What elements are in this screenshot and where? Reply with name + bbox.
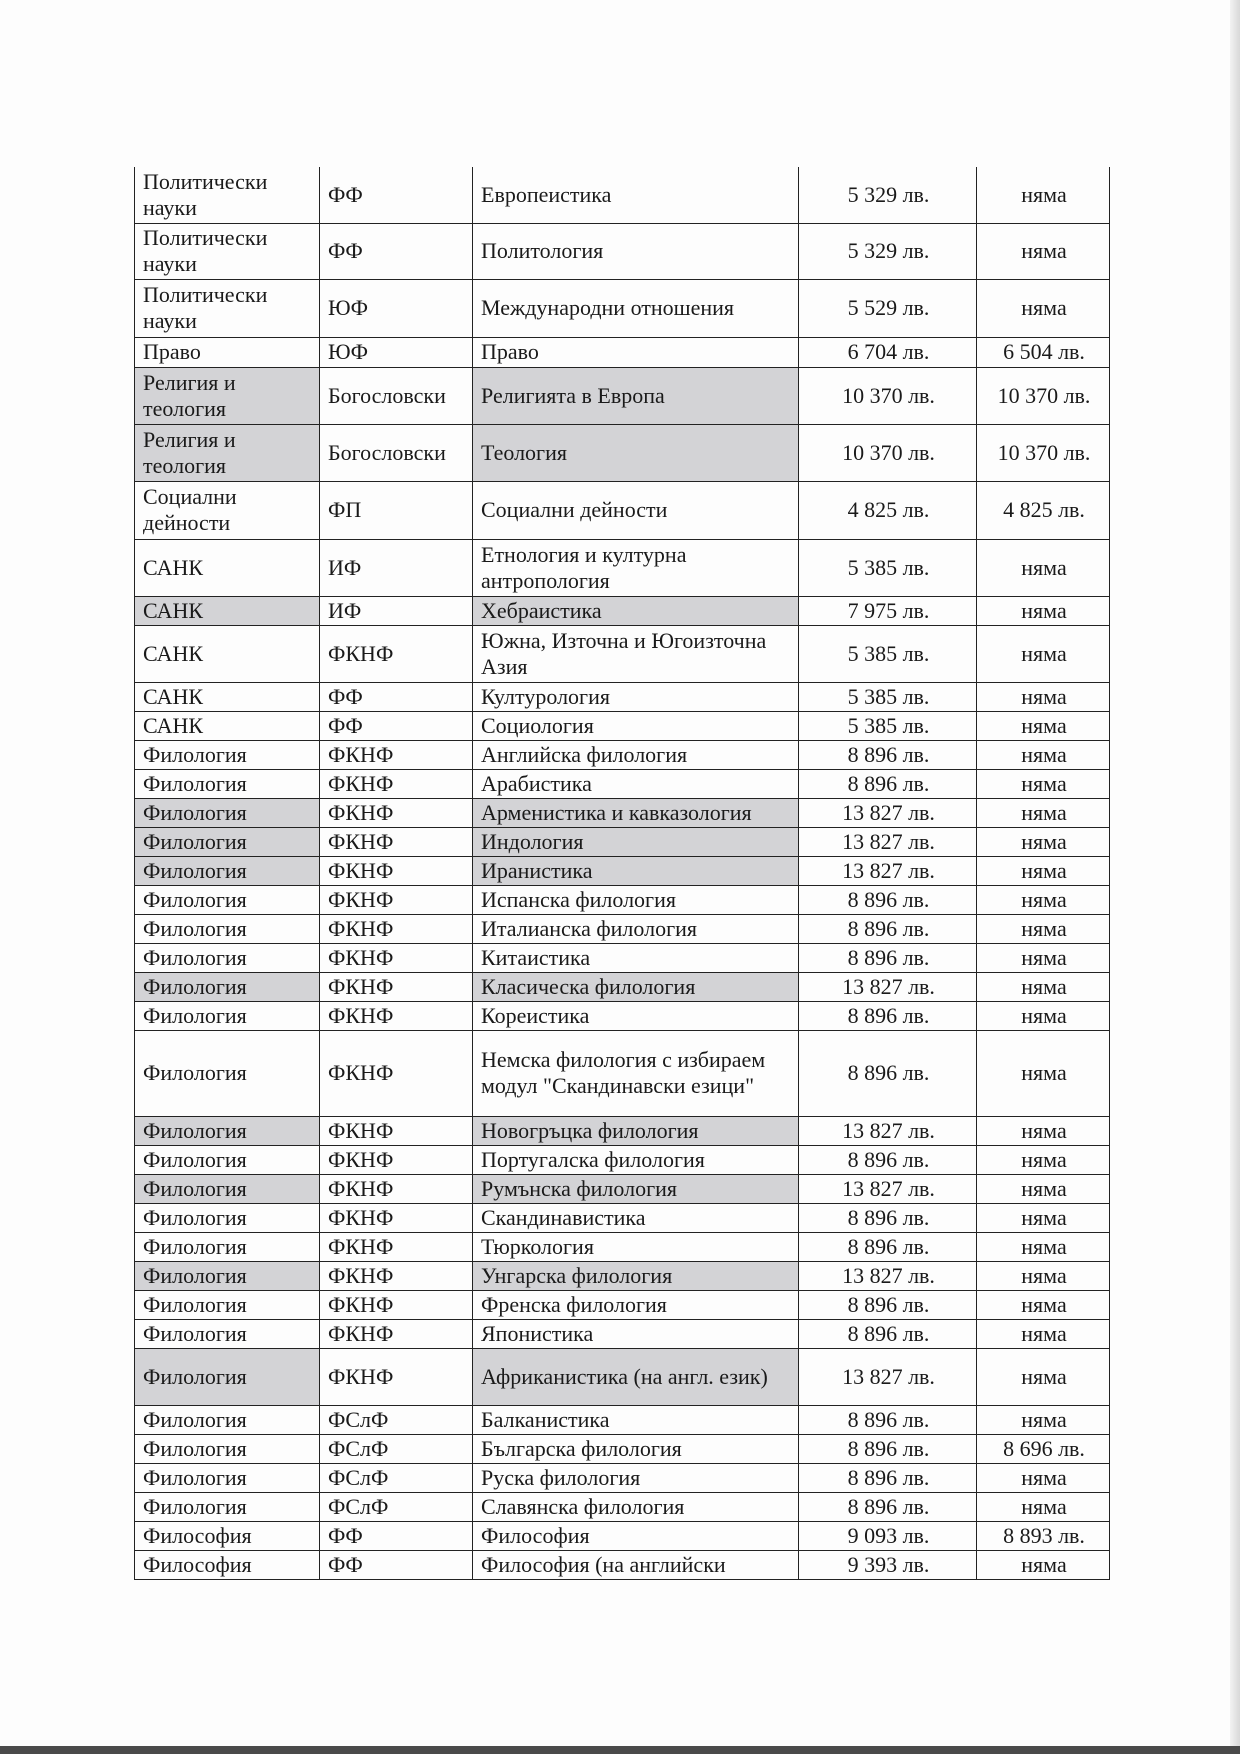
table-row — [135, 1550, 1110, 1579]
table-row — [135, 972, 1110, 1001]
cell-fee: 13 827 лв. — [799, 856, 977, 885]
cell-fee-second: няма — [977, 1550, 1110, 1579]
cell-faculty: Богословски — [320, 367, 473, 424]
table-row — [135, 279, 1110, 337]
cell-faculty: ФСлФ — [320, 1492, 473, 1521]
cell-fee-second: няма — [977, 1145, 1110, 1174]
table-row — [135, 539, 1110, 596]
cell-fee-second: няма — [977, 596, 1110, 625]
table-row — [135, 625, 1110, 682]
cell-program: Право — [473, 337, 799, 367]
table-row — [135, 1116, 1110, 1145]
cell-faculty: ФП — [320, 481, 473, 539]
table-row — [135, 337, 1110, 367]
cell-fee: 9 393 лв. — [799, 1550, 977, 1579]
cell-area: Филология — [135, 740, 320, 769]
cell-faculty: ФКНФ — [320, 1261, 473, 1290]
table-row — [135, 856, 1110, 885]
cell-fee-second: няма — [977, 539, 1110, 596]
cell-fee: 8 896 лв. — [799, 943, 977, 972]
cell-program: Хебраистика — [473, 596, 799, 625]
cell-faculty: ЮФ — [320, 337, 473, 367]
cell-area: Филология — [135, 1001, 320, 1030]
table-row — [135, 1405, 1110, 1434]
cell-area: Филология — [135, 1348, 320, 1405]
cell-faculty: ФФ — [320, 167, 473, 223]
cell-program: Румънска филология — [473, 1174, 799, 1203]
cell-fee-second: няма — [977, 1030, 1110, 1116]
cell-area: САНК — [135, 682, 320, 711]
cell-area: Филология — [135, 827, 320, 856]
cell-fee: 4 825 лв. — [799, 481, 977, 539]
cell-program: Арабистика — [473, 769, 799, 798]
cell-fee-second: няма — [977, 943, 1110, 972]
table-row — [135, 1290, 1110, 1319]
cell-fee-second: няма — [977, 1261, 1110, 1290]
cell-area: САНК — [135, 596, 320, 625]
cell-area: Политически науки — [135, 167, 320, 223]
cell-fee-second: няма — [977, 682, 1110, 711]
cell-area: Филология — [135, 1434, 320, 1463]
table-row — [135, 798, 1110, 827]
table-row — [135, 914, 1110, 943]
cell-faculty: ФКНФ — [320, 1232, 473, 1261]
cell-program: Френска филология — [473, 1290, 799, 1319]
cell-area: Филология — [135, 769, 320, 798]
cell-area: Право — [135, 337, 320, 367]
table-row — [135, 827, 1110, 856]
cell-fee-second: 8 696 лв. — [977, 1434, 1110, 1463]
cell-fee-second: няма — [977, 1492, 1110, 1521]
cell-fee: 8 896 лв. — [799, 1001, 977, 1030]
cell-faculty: ФСлФ — [320, 1405, 473, 1434]
cell-program: Международни отношения — [473, 279, 799, 337]
cell-program: Теология — [473, 424, 799, 481]
cell-faculty: ФКНФ — [320, 1319, 473, 1348]
table-row — [135, 1521, 1110, 1550]
cell-fee: 8 896 лв. — [799, 1203, 977, 1232]
cell-fee-second: няма — [977, 1001, 1110, 1030]
cell-area: САНК — [135, 625, 320, 682]
cell-fee-second: няма — [977, 1116, 1110, 1145]
cell-area: Филология — [135, 1405, 320, 1434]
cell-fee-second: няма — [977, 1405, 1110, 1434]
cell-area: Социални дейности — [135, 481, 320, 539]
cell-fee: 8 896 лв. — [799, 1405, 977, 1434]
cell-fee-second: няма — [977, 223, 1110, 279]
cell-faculty: ЮФ — [320, 279, 473, 337]
cell-program: Новогръцка филология — [473, 1116, 799, 1145]
cell-program: Балканистика — [473, 1405, 799, 1434]
cell-program: Кореистика — [473, 1001, 799, 1030]
cell-faculty: ФКНФ — [320, 1001, 473, 1030]
cell-program: Социология — [473, 711, 799, 740]
cell-fee: 8 896 лв. — [799, 1319, 977, 1348]
cell-area: Филология — [135, 1203, 320, 1232]
cell-area: Филология — [135, 1261, 320, 1290]
cell-fee-second: няма — [977, 914, 1110, 943]
table-row — [135, 1319, 1110, 1348]
cell-program: Унгарска филология — [473, 1261, 799, 1290]
cell-area: Религия и теология — [135, 424, 320, 481]
cell-fee: 13 827 лв. — [799, 1116, 977, 1145]
cell-program: Арменистика и кавказология — [473, 798, 799, 827]
table-row — [135, 769, 1110, 798]
cell-fee-second: няма — [977, 1463, 1110, 1492]
cell-program: Китаистика — [473, 943, 799, 972]
cell-faculty: ИФ — [320, 596, 473, 625]
cell-faculty: ФКНФ — [320, 1145, 473, 1174]
table-row — [135, 1463, 1110, 1492]
cell-fee: 10 370 лв. — [799, 367, 977, 424]
table-body — [135, 167, 1110, 1579]
cell-program: Италианска филология — [473, 914, 799, 943]
cell-area: Религия и теология — [135, 367, 320, 424]
cell-fee: 8 896 лв. — [799, 1463, 977, 1492]
cell-fee-second: 10 370 лв. — [977, 424, 1110, 481]
cell-fee: 8 896 лв. — [799, 1030, 977, 1116]
cell-faculty: ФКНФ — [320, 798, 473, 827]
page-edge — [1230, 0, 1240, 1754]
table-row — [135, 1203, 1110, 1232]
cell-area: Филология — [135, 972, 320, 1001]
table-row — [135, 943, 1110, 972]
table-row — [135, 1001, 1110, 1030]
cell-area: Филология — [135, 1030, 320, 1116]
table-row — [135, 740, 1110, 769]
cell-faculty: ФКНФ — [320, 769, 473, 798]
cell-fee-second: няма — [977, 1203, 1110, 1232]
table-row — [135, 1030, 1110, 1116]
cell-fee-second: 10 370 лв. — [977, 367, 1110, 424]
cell-program: Класическа филология — [473, 972, 799, 1001]
cell-fee: 5 329 лв. — [799, 167, 977, 223]
cell-area: САНК — [135, 711, 320, 740]
cell-area: Филология — [135, 1290, 320, 1319]
cell-program: Културология — [473, 682, 799, 711]
cell-program: Етнология и културна антропология — [473, 539, 799, 596]
cell-program: Религията в Европа — [473, 367, 799, 424]
cell-program: Португалска филология — [473, 1145, 799, 1174]
cell-fee-second: няма — [977, 740, 1110, 769]
table-row — [135, 1145, 1110, 1174]
cell-faculty: ФФ — [320, 223, 473, 279]
cell-program: Социални дейности — [473, 481, 799, 539]
cell-area: Филология — [135, 856, 320, 885]
cell-area: Философия — [135, 1521, 320, 1550]
cell-fee: 5 385 лв. — [799, 711, 977, 740]
scan-bottom-edge — [0, 1746, 1240, 1754]
cell-program: Английска филология — [473, 740, 799, 769]
cell-fee-second: няма — [977, 1174, 1110, 1203]
cell-faculty: ФКНФ — [320, 1203, 473, 1232]
cell-faculty: ФФ — [320, 682, 473, 711]
table-row — [135, 1174, 1110, 1203]
cell-fee: 8 896 лв. — [799, 1232, 977, 1261]
cell-fee: 8 896 лв. — [799, 740, 977, 769]
cell-faculty: ФКНФ — [320, 1116, 473, 1145]
cell-area: Филология — [135, 1492, 320, 1521]
table-row — [135, 1492, 1110, 1521]
cell-area: Филология — [135, 943, 320, 972]
table-row — [135, 424, 1110, 481]
cell-fee: 10 370 лв. — [799, 424, 977, 481]
table-row — [135, 1232, 1110, 1261]
table-row — [135, 596, 1110, 625]
cell-faculty: ФКНФ — [320, 1348, 473, 1405]
cell-program: Славянска филология — [473, 1492, 799, 1521]
cell-fee: 13 827 лв. — [799, 1348, 977, 1405]
cell-faculty: ФКНФ — [320, 1290, 473, 1319]
cell-fee: 8 896 лв. — [799, 1290, 977, 1319]
cell-faculty: ФКНФ — [320, 914, 473, 943]
cell-fee-second: няма — [977, 625, 1110, 682]
table-row — [135, 223, 1110, 279]
cell-program: Иранистика — [473, 856, 799, 885]
cell-program: Българска филология — [473, 1434, 799, 1463]
cell-program: Немска филология с избираем модул "Скандинавски езици" — [473, 1030, 799, 1116]
cell-area: Филология — [135, 914, 320, 943]
cell-fee: 5 529 лв. — [799, 279, 977, 337]
cell-fee-second: няма — [977, 769, 1110, 798]
cell-program: Скандинавистика — [473, 1203, 799, 1232]
cell-faculty: ФКНФ — [320, 943, 473, 972]
cell-area: Филология — [135, 1319, 320, 1348]
cell-fee: 13 827 лв. — [799, 972, 977, 1001]
cell-area: САНК — [135, 539, 320, 596]
table-row — [135, 481, 1110, 539]
cell-faculty: ФКНФ — [320, 1030, 473, 1116]
cell-fee: 8 896 лв. — [799, 914, 977, 943]
cell-faculty: ФФ — [320, 711, 473, 740]
cell-faculty: ФКНФ — [320, 885, 473, 914]
cell-faculty: ФКНФ — [320, 972, 473, 1001]
cell-faculty: ФФ — [320, 1521, 473, 1550]
cell-fee-second: няма — [977, 711, 1110, 740]
cell-fee-second: няма — [977, 1290, 1110, 1319]
cell-fee: 5 385 лв. — [799, 625, 977, 682]
cell-area: Филология — [135, 1232, 320, 1261]
cell-program: Философия — [473, 1521, 799, 1550]
cell-fee: 8 896 лв. — [799, 885, 977, 914]
table-row — [135, 1434, 1110, 1463]
cell-faculty: ИФ — [320, 539, 473, 596]
cell-fee: 7 975 лв. — [799, 596, 977, 625]
cell-area: Политически науки — [135, 279, 320, 337]
cell-faculty: ФФ — [320, 1550, 473, 1579]
cell-faculty: ФКНФ — [320, 740, 473, 769]
table-row — [135, 711, 1110, 740]
cell-program: Европеистика — [473, 167, 799, 223]
cell-fee-second: 8 893 лв. — [977, 1521, 1110, 1550]
cell-area: Филология — [135, 798, 320, 827]
cell-fee: 8 896 лв. — [799, 1492, 977, 1521]
cell-area: Филология — [135, 885, 320, 914]
cell-fee-second: няма — [977, 1319, 1110, 1348]
cell-faculty: ФКНФ — [320, 625, 473, 682]
cell-fee: 8 896 лв. — [799, 769, 977, 798]
cell-fee-second: няма — [977, 885, 1110, 914]
cell-area: Филология — [135, 1463, 320, 1492]
cell-fee: 8 896 лв. — [799, 1145, 977, 1174]
cell-fee: 13 827 лв. — [799, 1261, 977, 1290]
cell-fee-second: 6 504 лв. — [977, 337, 1110, 367]
cell-fee: 5 385 лв. — [799, 682, 977, 711]
cell-program: Японистика — [473, 1319, 799, 1348]
table-row — [135, 167, 1110, 223]
table-row — [135, 885, 1110, 914]
table-row — [135, 367, 1110, 424]
cell-fee: 5 385 лв. — [799, 539, 977, 596]
cell-program: Африканистика (на англ. език) — [473, 1348, 799, 1405]
cell-faculty: Богословски — [320, 424, 473, 481]
cell-fee-second: няма — [977, 972, 1110, 1001]
cell-fee-second: няма — [977, 827, 1110, 856]
cell-area: Политически науки — [135, 223, 320, 279]
cell-fee-second: няма — [977, 798, 1110, 827]
cell-fee: 13 827 лв. — [799, 798, 977, 827]
cell-area: Филология — [135, 1174, 320, 1203]
cell-fee-second: няма — [977, 856, 1110, 885]
cell-program: Политология — [473, 223, 799, 279]
cell-fee: 8 896 лв. — [799, 1434, 977, 1463]
table-row — [135, 1348, 1110, 1405]
table-row — [135, 682, 1110, 711]
table-row — [135, 1261, 1110, 1290]
cell-area: Философия — [135, 1550, 320, 1579]
cell-fee-second: 4 825 лв. — [977, 481, 1110, 539]
cell-faculty: ФСлФ — [320, 1434, 473, 1463]
cell-fee-second: няма — [977, 279, 1110, 337]
cell-program: Испанска филология — [473, 885, 799, 914]
cell-area: Филология — [135, 1145, 320, 1174]
cell-program: Индология — [473, 827, 799, 856]
cell-faculty: ФКНФ — [320, 856, 473, 885]
cell-program: Тюркология — [473, 1232, 799, 1261]
cell-faculty: ФКНФ — [320, 1174, 473, 1203]
cell-fee-second: няма — [977, 1232, 1110, 1261]
cell-fee: 13 827 лв. — [799, 827, 977, 856]
cell-fee: 5 329 лв. — [799, 223, 977, 279]
cell-fee: 13 827 лв. — [799, 1174, 977, 1203]
cell-fee: 6 704 лв. — [799, 337, 977, 367]
cell-program: Южна, Източна и Югоизточна Азия — [473, 625, 799, 682]
cell-faculty: ФСлФ — [320, 1463, 473, 1492]
cell-program: Философия (на английски — [473, 1550, 799, 1579]
cell-fee: 9 093 лв. — [799, 1521, 977, 1550]
cell-fee-second: няма — [977, 167, 1110, 223]
tuition-fees-table — [134, 167, 1110, 1580]
cell-program: Руска филология — [473, 1463, 799, 1492]
cell-fee-second: няма — [977, 1348, 1110, 1405]
cell-faculty: ФКНФ — [320, 827, 473, 856]
cell-area: Филология — [135, 1116, 320, 1145]
